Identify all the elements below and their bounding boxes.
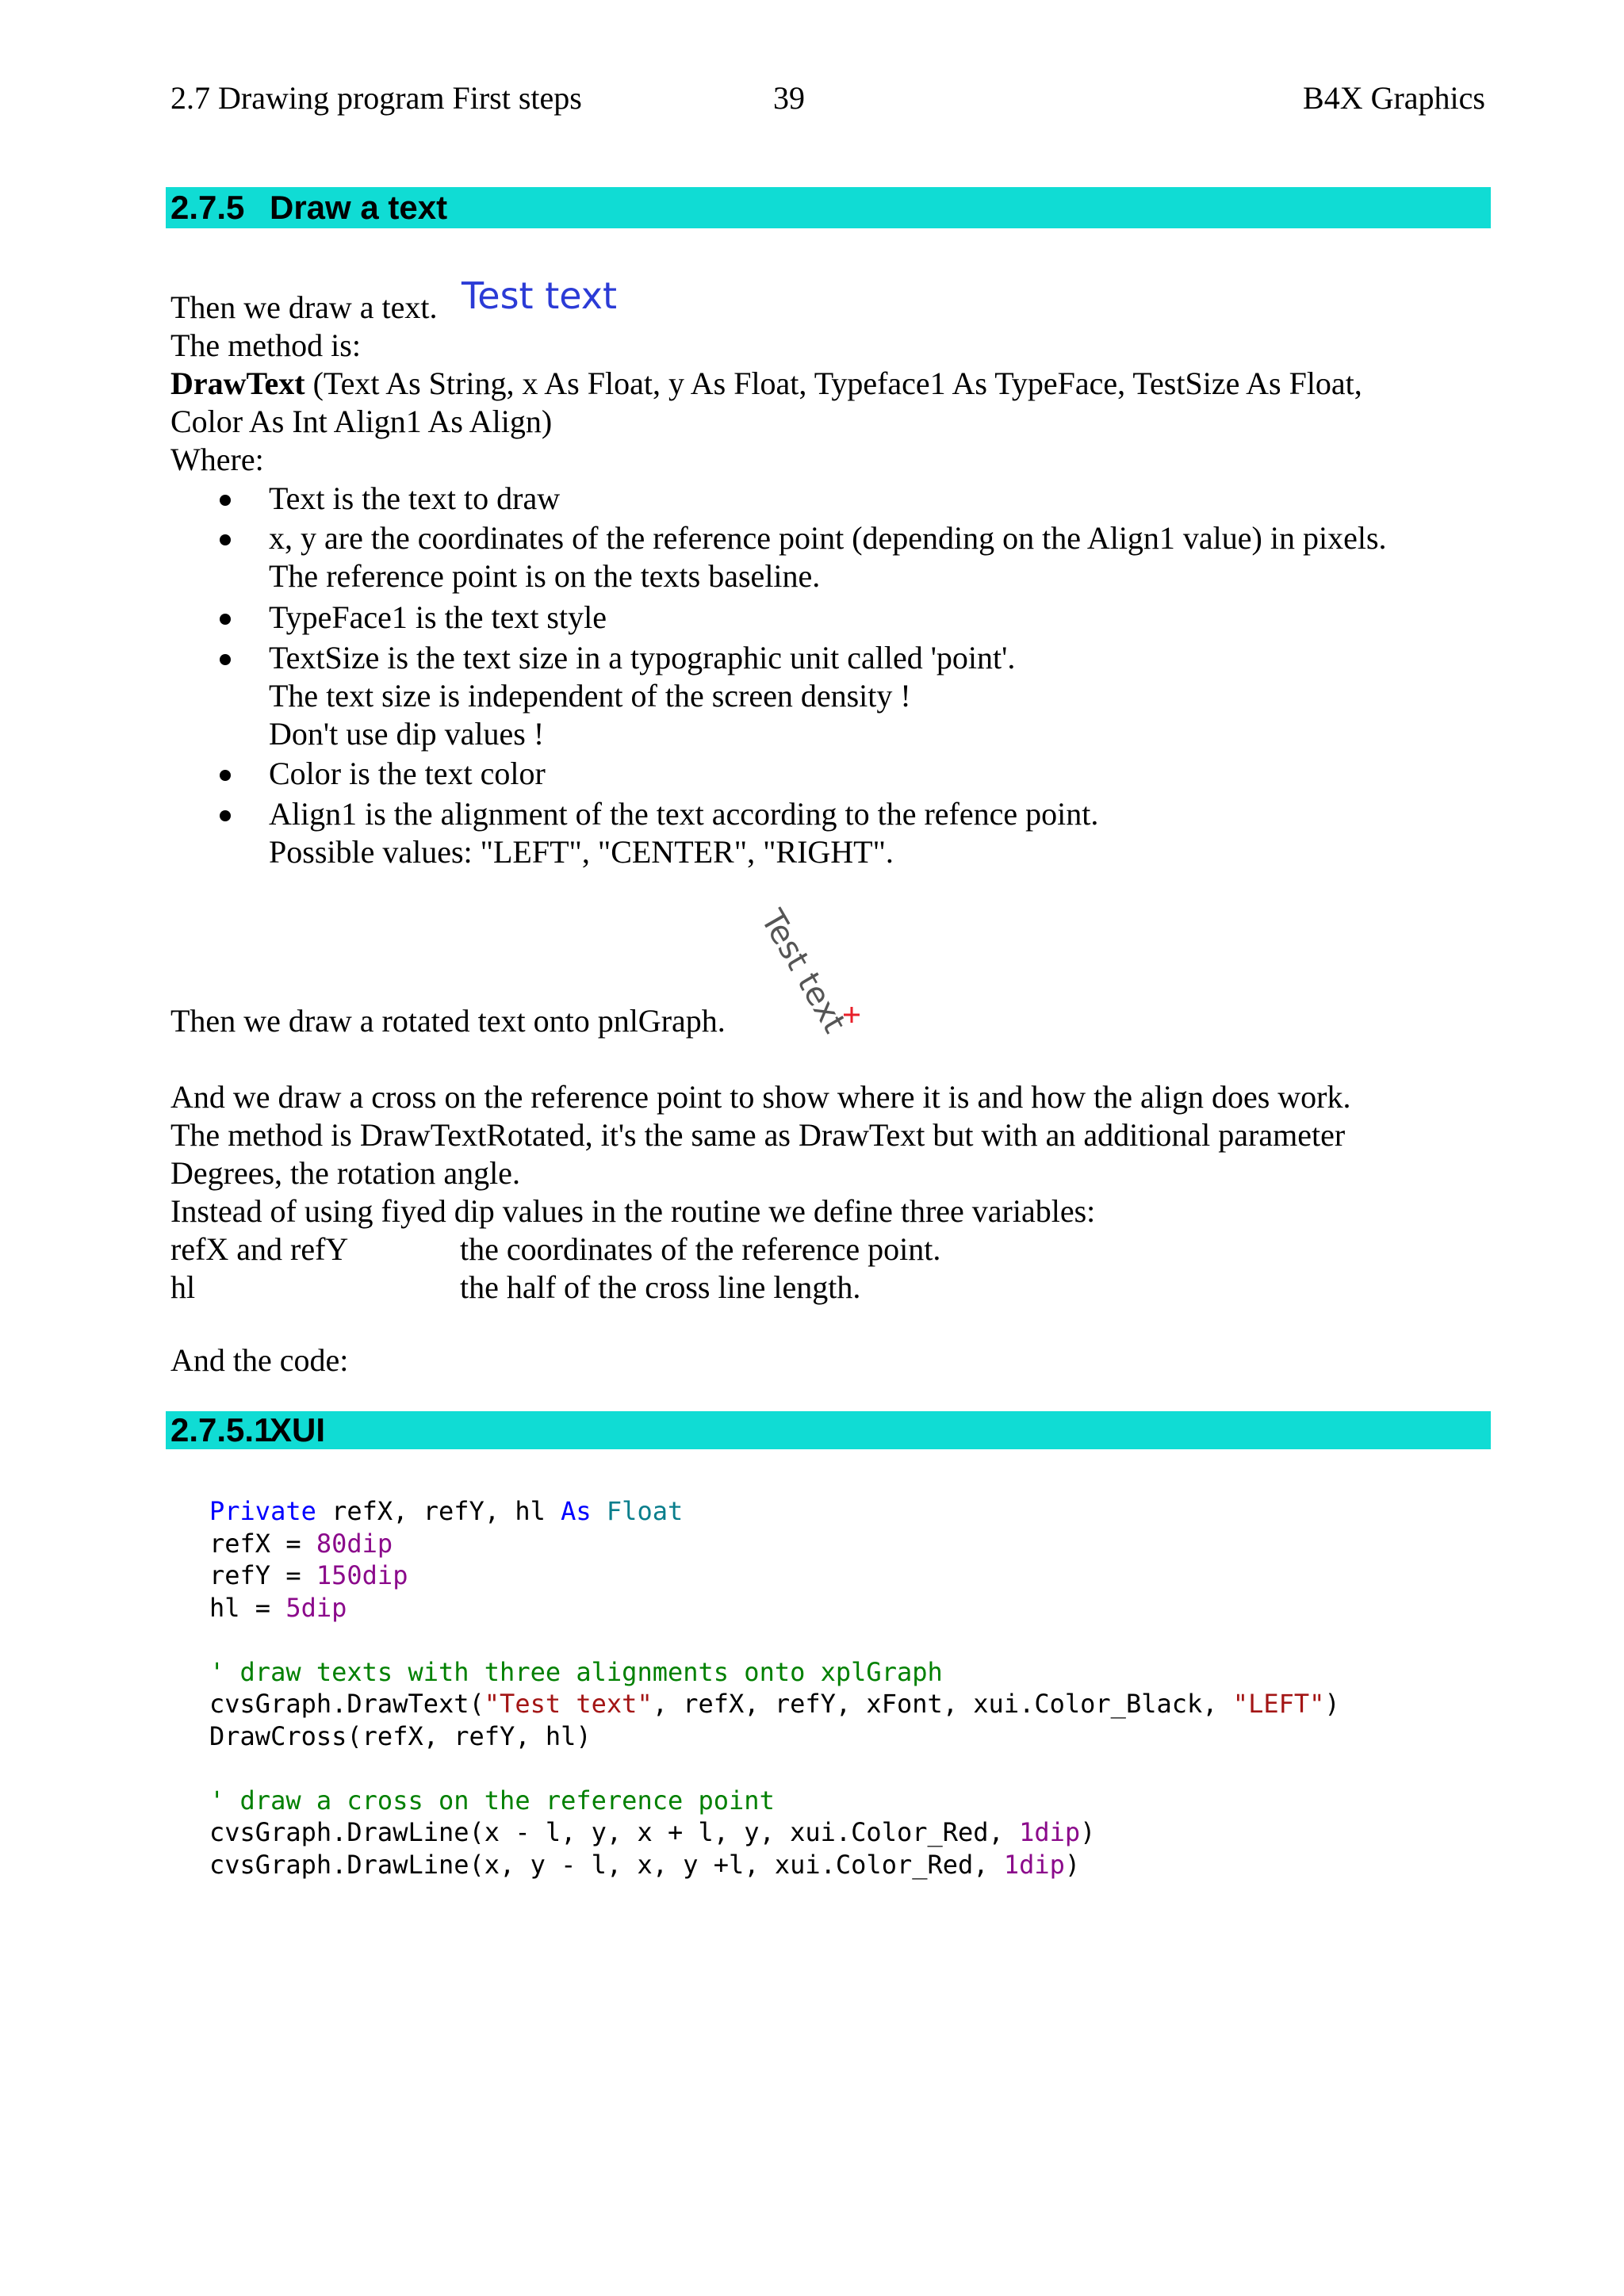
- code-blank-line: [209, 1752, 1340, 1785]
- running-header-title: B4X Graphics: [1303, 80, 1485, 116]
- definition-desc: the half of the cross line length.: [460, 1269, 861, 1305]
- bullet-icon: [220, 534, 231, 545]
- code-line: DrawCross(refX, refY, hl): [209, 1720, 592, 1751]
- bullet-icon: [220, 614, 231, 625]
- code-line: refY = 150dip: [209, 1560, 408, 1590]
- definition-row: [170, 1230, 1487, 1269]
- bullet-icon: [220, 770, 231, 781]
- subsection-title: XUI: [270, 1411, 326, 1448]
- intro-line-2: The method is:: [170, 327, 361, 363]
- method-signature-line-1: [170, 365, 1487, 403]
- list-item: Align1 is the alignment of the text according to the refence point. Possible values: "LEFT", "CENTER", "RIGHT".: [170, 795, 1387, 871]
- running-header-section: 2.7 Drawing program First steps: [170, 80, 582, 116]
- section-number: 2.7.5: [170, 189, 245, 226]
- code-intro: And the code:: [170, 1342, 349, 1378]
- rotated-intro-line: Then we draw a rotated text onto pnlGraph.: [170, 1003, 726, 1039]
- code-line: cvsGraph.DrawText("Test text", refX, refY, xFont, xui.Color_Black, "LEFT"): [209, 1689, 1340, 1719]
- list-item: x, y are the coordinates of the reference point (depending on the Align1 value) in pixels. The reference point is on the texts baseline.: [170, 519, 1387, 595]
- definition-term: hl: [170, 1269, 196, 1305]
- subsection-heading: [166, 1411, 1491, 1449]
- bullet-icon: [220, 495, 231, 506]
- definition-desc: the coordinates of the reference point.: [460, 1231, 941, 1267]
- code-line: cvsGraph.DrawLine(x, y - l, x, y +l, xui.Color_Red, 1dip): [209, 1849, 1081, 1880]
- explain-p3: Degrees, the rotation angle.: [170, 1155, 520, 1191]
- method-signature-line-2: Color As Int Align1 As Align): [170, 404, 553, 439]
- bullet-icon: [220, 654, 231, 665]
- list-item: Text is the text to draw: [170, 480, 1387, 518]
- explanation-block: [170, 1078, 1487, 1307]
- explain-p2: The method is DrawTextRotated, it's the same as DrawText but with an additional parameter: [170, 1117, 1346, 1153]
- method-params: (Text As String, x As Float, y As Float, Typeface1 As TypeFace, TestSize As Float,: [304, 365, 1362, 401]
- definition-term: refX and refY: [170, 1231, 349, 1267]
- intro-block: [170, 327, 1487, 479]
- section-heading: [166, 187, 1491, 228]
- method-name: DrawText: [170, 365, 305, 401]
- section-title: Draw a text: [270, 189, 448, 226]
- list-item: Color is the text color: [170, 755, 1387, 793]
- definition-row: [170, 1269, 1487, 1307]
- list-item: TextSize is the text size in a typographic unit called 'point'. The text size is independent of the screen density ! Don't use dip values !: [170, 639, 1387, 753]
- intro-line-1: Then we draw a text.: [170, 289, 438, 325]
- subsection-number: 2.7.5.1: [170, 1411, 273, 1448]
- code-block: [209, 1495, 1340, 1881]
- code-line: cvsGraph.DrawLine(x - l, y, x + l, y, xui.Color_Red, 1dip): [209, 1817, 1096, 1847]
- explain-p4: Instead of using fiyed dip values in the routine we define three variables:: [170, 1193, 1096, 1229]
- code-line: Private refX, refY, hl As Float: [209, 1496, 684, 1526]
- code-line: hl = 5dip: [209, 1592, 347, 1623]
- where-label: Where:: [170, 442, 264, 477]
- parameter-list: [170, 480, 1387, 871]
- page-number: 39: [773, 80, 805, 116]
- code-blank-line: [209, 1624, 1340, 1656]
- explain-p1: And we draw a cross on the reference point to show where it is and how the align does work.: [170, 1079, 1351, 1115]
- list-item: TypeFace1 is the text style: [170, 599, 1387, 637]
- code-comment: ' draw a cross on the reference point: [209, 1785, 775, 1816]
- code-line: refX = 80dip: [209, 1528, 393, 1559]
- bullet-icon: [220, 810, 231, 821]
- sample-text-image: Test text: [462, 274, 617, 317]
- rotated-sample-text: Test text: [753, 904, 853, 1039]
- code-comment: ' draw texts with three alignments onto xplGraph: [209, 1656, 943, 1687]
- reference-cross-icon: [842, 1005, 861, 1024]
